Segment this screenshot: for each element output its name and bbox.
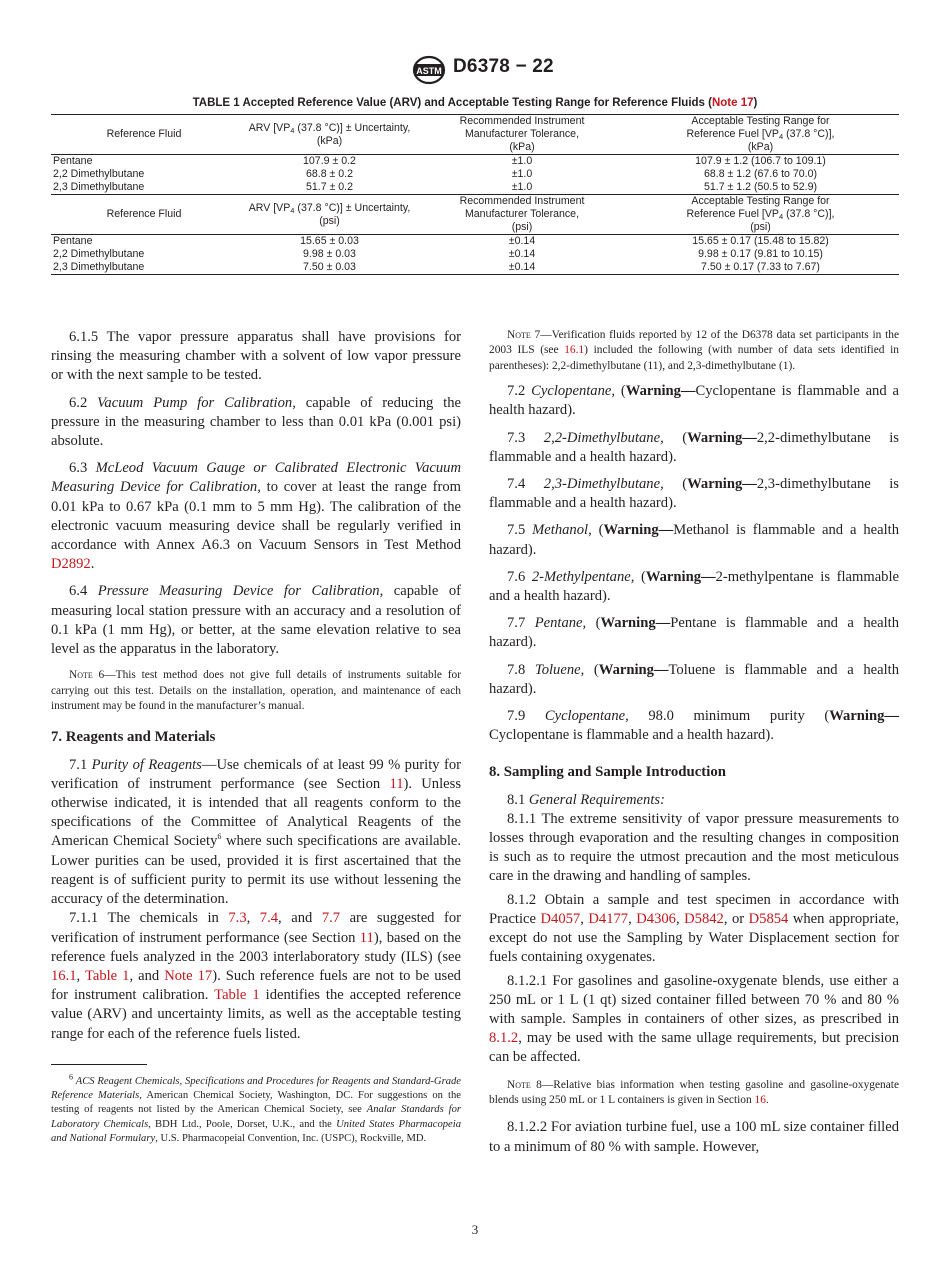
para-6-4: 6.4 Pressure Measuring Device for Calibration, capable of measuring local station pressure with an accuracy and a resolution of 0.1 kPa (1 mm Hg), or better, at the same elevation relative to sea level as the apparatus in the laboratory.: [51, 583, 462, 658]
table-1-link[interactable]: Table 1: [214, 987, 260, 1004]
d5842-link[interactable]: D5842: [684, 910, 724, 927]
header-reference-fluid: Reference Fluid: [51, 115, 237, 155]
para-6-2: 6.2 Vacuum Pump for Calibration, capable of reducing the pressure in the measuring chamber to less than 0.01 kPa (0.001 psi) absolute.: [51, 394, 462, 450]
header-arv: ARV [$VP_4$ (37.8 °C)] ± Uncertainty, (psi): [237, 195, 422, 235]
para-8-1-1: 8.1.1 The extreme sensitivity of vapor pressure measurements to losses through evaporation and the resulting changes in composition is such as to require the utmost precaution and the most meticulous care in the drawing and handling of samples.: [489, 810, 899, 885]
note-8: Note 8—Relative bias information when testing gasoline and gasoline-oxygenate blends using 250 mL or 1 L containers is given in Section 16.: [489, 1078, 899, 1106]
left-column: [51, 328, 461, 1146]
header-testing-range: Acceptable Testing Range for Reference Fuel [$VP_4$ (37.8 °C)], (kPa): [622, 115, 899, 155]
d4177-link[interactable]: D4177: [588, 910, 629, 927]
footnote-6: $^6$ ACS Reagent Chemicals, Specifications and Procedures for Reagents and Standard-Grade Reference Materials, American Chemical Society, Washington, DC. For suggestions on the testing of reagents not listed by the American Chemical Society, see Analar Standards for Laboratory Chemicals, BDH Ltd., Poole, Dorset, U.K., and the United States Pharmacopeia and National Formulary, U.S. Pharmacopeial Convention, Inc. (USPC), Rockville, MD.: [51, 1072, 462, 1144]
para-7-1: 7.1 Purity of Reagents—Use chemicals of at least 99 % purity for verification of instrument performance (see Section 11). Unless otherwise indicated, it is intended that all reagents conform to the specifications of the Committee of Analytical Reagents of the American Chemical Society$^6$ where such specifications are available. Lower purities can be used, provided it is first ascertained that the reagent is of sufficient purity to permit its use without lessening the accuracy of the determination.: [51, 756, 461, 908]
header-tolerance: Recommended Instrument Manufacturer Tolerance, (kPa): [422, 115, 622, 155]
para-7-3: 7.3 2,2-Dimethylbutane, (Warning—2,2-dimethylbutane is flammable and a health hazard).: [489, 429, 899, 465]
para-6-1-5: 6.1.5 The vapor pressure apparatus shall have provisions for rinsing the measuring chamber with a solvent of low vapor pressure or with the next sample to be tested.: [51, 329, 461, 384]
note-7: Note 7—Verification fluids reported by 12 of the D6378 data set participants in the 2003 ILS (see 16.1) included the following (with number of data sets identified in parentheses): 2,2-dimethylbutane (11), and 2,3-dimethylbutane (1).: [489, 329, 900, 372]
header-reference-fluid: Reference Fluid: [51, 195, 237, 235]
section-7-heading: 7. Reagents and Materials: [51, 729, 216, 746]
section-11-link[interactable]: 11: [359, 929, 374, 946]
header-testing-range: Acceptable Testing Range for Reference Fuel [$VP_4$ (37.8 °C)], (psi): [622, 195, 899, 235]
para-7-1-1: 7.1.1 The chemicals in 7.3, 7.4, and 7.7 are suggested for verification of instrument performance (see Section 11), based on the reference fuels analyzed in the 2003 interlaboratory study (ILS) (see 16.1, Table 1, and Note 17). Such reference fuels are not to be used for instrument calibration. Table 1 identifies the accepted reference value (ARV) and uncertainty limits, as well as the acceptable testing range for each of the reference fuels listed.: [51, 910, 462, 1042]
d4057-link[interactable]: D4057: [540, 910, 581, 927]
d5854-link[interactable]: D5854: [748, 910, 789, 927]
para-8-1-2: 8.1.2 Obtain a sample and test specimen in accordance with Practice D4057, D4177, D4306, D5842, or D5854 when appropriate, except do not use the Sampling by Water Displacement section for fuels containing oxygenates.: [489, 891, 900, 966]
table-header-kpa: [51, 115, 899, 155]
section-11-link[interactable]: 11: [389, 775, 404, 792]
astm-logo-icon: [411, 54, 447, 86]
document-designation: D6378 − 22: [453, 56, 554, 77]
para-7-8: 7.8 Toluene, (Warning—Toluene is flammable and a health hazard).: [489, 661, 899, 697]
table-header-psi: [51, 195, 899, 235]
header-tolerance: Recommended Instrument Manufacturer Tolerance, (psi): [422, 195, 622, 235]
page-number: 3: [471, 1222, 479, 1237]
page-header: [0, 50, 950, 90]
link-8-1-2[interactable]: 8.1.2: [489, 1030, 519, 1047]
reference-fluids-table: [51, 114, 899, 275]
link-7-3[interactable]: 7.3: [228, 910, 247, 927]
link-7-7[interactable]: 7.7: [321, 910, 341, 927]
para-7-7: 7.7 Pentane, (Warning—Pentane is flammable and a health hazard).: [489, 615, 900, 651]
link-7-4[interactable]: 7.4: [259, 910, 279, 927]
para-7-9: 7.9 Cyclopentane, 98.0 minimum purity (Warning—Cyclopentane is flammable and a health hazard).: [489, 708, 899, 744]
para-7-6: 7.6 2-Methylpentane, (Warning—2-methylpentane is flammable and a health hazard).: [489, 568, 899, 605]
right-column: [489, 328, 899, 1157]
d4306-link[interactable]: D4306: [636, 910, 676, 927]
link-16-1[interactable]: 16.1: [564, 344, 585, 357]
note-6: Note 6—This test method does not give full details of instruments suitable for carrying out this test. Details on the installation, operation, and maintenance of each instrument may be found in the manufacturer’s manual.: [51, 669, 461, 713]
para-6-3: 6.3 McLeod Vacuum Gauge or Calibrated Electronic Vacuum Measuring Device for Calibration, to cover at least the range from 0.01 kPa to 0.67 kPa (0.1 mm to 5 mm Hg). The calibration of the electronic vacuum measuring device shall be regularly verified in accordance with Annex A6.3 on Vacuum Sensors in Test Method D2892.: [51, 460, 461, 573]
para-8-1: 8.1 General Requirements:: [507, 791, 665, 808]
header-arv: ARV [$VP_4$ (37.8 °C)] ± Uncertainty, (kPa): [237, 115, 422, 155]
section-16-link[interactable]: 16: [754, 1093, 766, 1106]
svg-text:ASTM: ASTM: [416, 66, 442, 76]
note-17-link[interactable]: Note 17: [164, 967, 213, 984]
para-7-5: 7.5 Methanol, (Warning—Methanol is flammable and a health hazard).: [489, 522, 900, 558]
footnote-divider: [51, 1064, 147, 1065]
table-row: 2,2 Dimethylbutane 9.98 ± 0.03 ±0.14 9.98 ± 0.17 (9.81 to 10.15): [53, 248, 823, 260]
table-1-link[interactable]: Table 1: [84, 967, 130, 984]
para-8-1-2-1: 8.1.2.1 For gasolines and gasoline-oxygenate blends, use either a 250 mL or 1 L (1 qt) sized container filled between 70 % and 80 % with sample. Samples in containers of other sizes, as prescribed in 8.1.2, may be used with the same ullage requirements, but precision can be affected.: [489, 972, 899, 1066]
table-row: Pentane 107.9 ± 0.2 ±1.0 107.9 ± 1.2 (106.7 to 109.1): [53, 155, 826, 167]
table-caption: TABLE 1 Accepted Reference Value (ARV) and Acceptable Testing Range for Reference Fluids (Note 17): [192, 97, 758, 109]
section-8-heading: 8. Sampling and Sample Introduction: [489, 764, 726, 781]
table-row: Pentane 15.65 ± 0.03 ±0.14 15.65 ± 0.17 (15.48 to 15.82): [53, 235, 829, 247]
table-row: 2,3 Dimethylbutane 51.7 ± 0.2 ±1.0 51.7 ± 1.2 (50.5 to 52.9): [53, 181, 817, 193]
table-row: 2,3 Dimethylbutane 7.50 ± 0.03 ±0.14 7.50 ± 0.17 (7.33 to 7.67): [51, 261, 899, 275]
para-8-1-2-2: 8.1.2.2 For aviation turbine fuel, use a 100 mL size container filled to a minimum of 80 % with sample. However,: [489, 1119, 899, 1155]
para-7-2: 7.2 Cyclopentane, (Warning—Cyclopentane is flammable and a health hazard).: [489, 383, 900, 419]
para-7-4: 7.4 2,3-Dimethylbutane, (Warning—2,3-dimethylbutane is flammable and a health hazard).: [489, 476, 899, 512]
link-16-1[interactable]: 16.1: [51, 967, 77, 984]
d2892-link[interactable]: D2892: [51, 556, 91, 573]
note-17-link[interactable]: Note 17: [711, 97, 754, 109]
table-row: 2,2 Dimethylbutane 68.8 ± 0.2 ±1.0 68.8 ± 1.2 (67.6 to 70.0): [53, 168, 817, 180]
